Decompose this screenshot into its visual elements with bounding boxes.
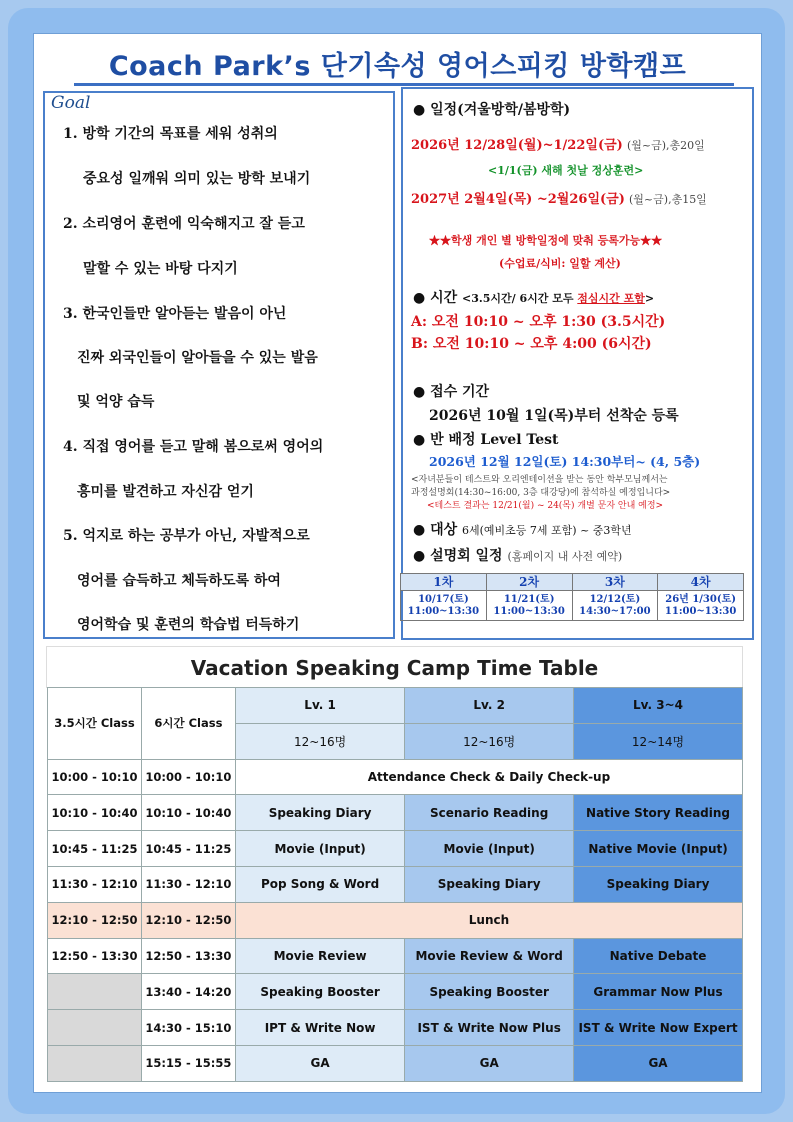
time-option-a: A: 오전 10:10 ~ 오후 1:30 (3.5시간) xyxy=(411,314,666,330)
time-6: 13:40 - 14:20 xyxy=(141,974,235,1010)
time-option-b: B: 오전 10:10 ~ 오후 4:00 (6시간) xyxy=(411,336,652,352)
activity-lv3: IST & Write Now Expert xyxy=(574,1010,743,1046)
activity-lv2: Movie Review & Word xyxy=(405,938,574,974)
time-35: 10:00 - 10:10 xyxy=(48,759,142,795)
class-size: 12~14명 xyxy=(574,723,743,759)
time-6: 11:30 - 12:10 xyxy=(141,866,235,902)
flyer-page xyxy=(33,33,762,1093)
session-label: 1차 xyxy=(401,574,487,591)
session-time: 11:00~13:30 xyxy=(407,605,480,617)
table-row-lunch xyxy=(48,902,743,938)
goal-line: 진짜 외국인들이 알아들을 수 있는 발음 xyxy=(77,350,318,366)
table-row xyxy=(48,1045,743,1081)
session-date: 26년 1/30(토) xyxy=(665,593,736,605)
col-header-35: 3.5시간 Class xyxy=(48,688,142,760)
level-header: Lv. 3~4 xyxy=(574,688,743,724)
briefing-section xyxy=(413,545,622,565)
goal-heading: Goal xyxy=(51,93,91,113)
time-6: 12:10 - 12:50 xyxy=(141,902,235,938)
time-sub-end: > xyxy=(644,292,655,305)
time-6: 10:10 - 10:40 xyxy=(141,795,235,831)
timetable-title: Vacation Speaking Camp Time Table xyxy=(46,646,743,688)
goal-line: 1. 방학 기간의 목표를 세워 성취의 xyxy=(63,126,278,142)
class-size: 12~16명 xyxy=(405,723,574,759)
session-label: 3차 xyxy=(572,574,658,591)
info-box xyxy=(401,87,754,640)
session-time: 11:00~13:30 xyxy=(493,605,565,617)
activity-lv1: Pop Song & Word xyxy=(235,866,404,902)
lunch-cell: Lunch xyxy=(235,902,742,938)
goal-line: 흥미를 발견하고 자신감 얻기 xyxy=(77,484,254,500)
activity-lv1: Speaking Diary xyxy=(235,795,404,831)
session-cell xyxy=(486,591,572,621)
goal-line: 2. 소리영어 훈련에 익숙해지고 잘 듣고 xyxy=(63,216,305,232)
time-35: 12:50 - 13:30 xyxy=(48,938,142,974)
session-date: 12/12(토) xyxy=(589,593,641,605)
level-test-date: 2026년 12월 12일(토) 14:30부터~ (4, 5층) xyxy=(429,454,701,469)
session-label: 4차 xyxy=(658,574,744,591)
test-result-note: <테스트 결과는 12/21(월) ~ 24(목) 개별 문자 안내 예정> xyxy=(427,501,664,511)
session-time: 14:30~17:00 xyxy=(579,605,651,617)
timetable xyxy=(47,687,743,1082)
activity-lv2: Scenario Reading xyxy=(405,795,574,831)
goal-line: 5. 억지로 하는 공부가 아닌, 자발적으로 xyxy=(63,528,310,544)
goal-line: 영어학습 및 훈련의 학습법 터득하기 xyxy=(77,617,300,633)
goal-line: 및 억양 습득 xyxy=(77,394,155,410)
personal-schedule-note: ★★학생 개인 별 방학일정에 맞춰 등록가능★★ xyxy=(429,234,663,247)
level-header: Lv. 1 xyxy=(235,688,404,724)
spring-schedule xyxy=(411,188,707,207)
registration-heading: ● 접수 기간 xyxy=(413,384,490,400)
target-section xyxy=(413,519,632,539)
time-section xyxy=(413,287,654,307)
goal-line: 영어를 습득하고 체득하도록 하여 xyxy=(77,573,281,589)
activity-lv2: Speaking Diary xyxy=(405,866,574,902)
newyear-note: <1/1(금) 새해 첫날 정상훈련> xyxy=(488,164,644,177)
table-row xyxy=(48,831,743,867)
activity-lv1: Movie Review xyxy=(235,938,404,974)
activity-lv3: Native Story Reading xyxy=(574,795,743,831)
table-row xyxy=(48,759,743,795)
time-6: 10:45 - 11:25 xyxy=(141,831,235,867)
table-row xyxy=(48,1010,743,1046)
briefing-heading: ● 설명회 일정 xyxy=(413,548,503,564)
time-heading: ● 시간 xyxy=(413,290,458,306)
time-35-empty xyxy=(48,1045,142,1081)
spring-dates: 2027년 2월4일(목) ~2월26일(금) xyxy=(411,192,625,207)
col-header-6: 6시간 Class xyxy=(141,688,235,760)
goal-box xyxy=(43,91,395,639)
time-6: 12:50 - 13:30 xyxy=(141,938,235,974)
spring-note: (월~금),총15일 xyxy=(629,193,707,206)
time-35-empty xyxy=(48,974,142,1010)
briefing-sessions-table xyxy=(400,573,744,621)
level-header: Lv. 2 xyxy=(405,688,574,724)
session-label: 2차 xyxy=(486,574,572,591)
activity-lv1: GA xyxy=(235,1045,404,1081)
activity-lv2: GA xyxy=(405,1045,574,1081)
time-35: 10:10 - 10:40 xyxy=(48,795,142,831)
session-cell xyxy=(658,591,744,621)
class-size: 12~16명 xyxy=(235,723,404,759)
goal-line: 3. 한국인들만 알아듣는 발음이 아닌 xyxy=(63,306,287,322)
span-activity: Attendance Check & Daily Check-up xyxy=(235,759,742,795)
time-6: 10:00 - 10:10 xyxy=(141,759,235,795)
goal-line: 4. 직접 영어를 듣고 말해 봄으로써 영어의 xyxy=(63,439,324,455)
table-row xyxy=(48,795,743,831)
table-row xyxy=(48,938,743,974)
activity-lv1: Movie (Input) xyxy=(235,831,404,867)
session-cell xyxy=(572,591,658,621)
session-time: 11:00~13:30 xyxy=(664,605,737,617)
winter-schedule xyxy=(411,134,705,153)
time-35: 12:10 - 12:50 xyxy=(48,902,142,938)
activity-lv3: GA xyxy=(574,1045,743,1081)
title-underline xyxy=(74,83,734,86)
time-35: 11:30 - 12:10 xyxy=(48,866,142,902)
time-35: 10:45 - 11:25 xyxy=(48,831,142,867)
session-date: 10/17(토) xyxy=(418,593,469,605)
goal-line: 말할 수 있는 바탕 다지기 xyxy=(83,261,238,277)
table-row xyxy=(48,974,743,1010)
session-cell xyxy=(401,591,487,621)
level-test-heading: ● 반 배정 Level Test xyxy=(413,432,559,448)
time-35-empty xyxy=(48,1010,142,1046)
activity-lv3: Native Debate xyxy=(574,938,743,974)
schedule-heading: ● 일정(겨울방학/봄방학) xyxy=(413,102,571,118)
winter-dates: 2026년 12/28일(월)~1/22일(금) xyxy=(411,138,623,153)
time-6: 14:30 - 15:10 xyxy=(141,1010,235,1046)
activity-lv3: Grammar Now Plus xyxy=(574,974,743,1010)
activity-lv2: IST & Write Now Plus xyxy=(405,1010,574,1046)
activity-lv2: Movie (Input) xyxy=(405,831,574,867)
activity-lv1: IPT & Write Now xyxy=(235,1010,404,1046)
activity-lv3: Native Movie (Input) xyxy=(574,831,743,867)
activity-lv2: Speaking Booster xyxy=(405,974,574,1010)
table-row xyxy=(48,866,743,902)
daily-fee-note: (수업료/식비: 일할 계산) xyxy=(499,257,621,270)
level-test-note: 과정설명회(14:30~16:00, 3층 대강당)에 참석하실 예정입니다> xyxy=(411,488,671,498)
level-test-note: <자녀분들이 테스트와 오리엔테이션을 받는 동안 학부모님께서는 xyxy=(411,475,668,485)
activity-lv1: Speaking Booster xyxy=(235,974,404,1010)
briefing-note: (홈페이지 내 사전 예약) xyxy=(507,550,623,563)
winter-note: (월~금),총20일 xyxy=(626,139,705,152)
activity-lv3: Speaking Diary xyxy=(574,866,743,902)
registration-text: 2026년 10월 1일(목)부터 선착순 등록 xyxy=(429,408,679,424)
lunch-included: 점심시간 포함 xyxy=(577,292,645,305)
target-heading: ● 대상 xyxy=(413,522,458,538)
time-sub: <3.5시간/ 6시간 모두 xyxy=(462,292,578,305)
page-title: Coach Park’s 단기속성 영어스피킹 방학캠프 xyxy=(108,51,687,82)
goal-line: 중요성 일깨워 의미 있는 방학 보내기 xyxy=(83,171,311,187)
time-6: 15:15 - 15:55 xyxy=(141,1045,235,1081)
session-date: 11/21(토) xyxy=(503,593,555,605)
target-text: 6세(예비초등 7세 포함) ~ 중3학년 xyxy=(462,524,632,537)
